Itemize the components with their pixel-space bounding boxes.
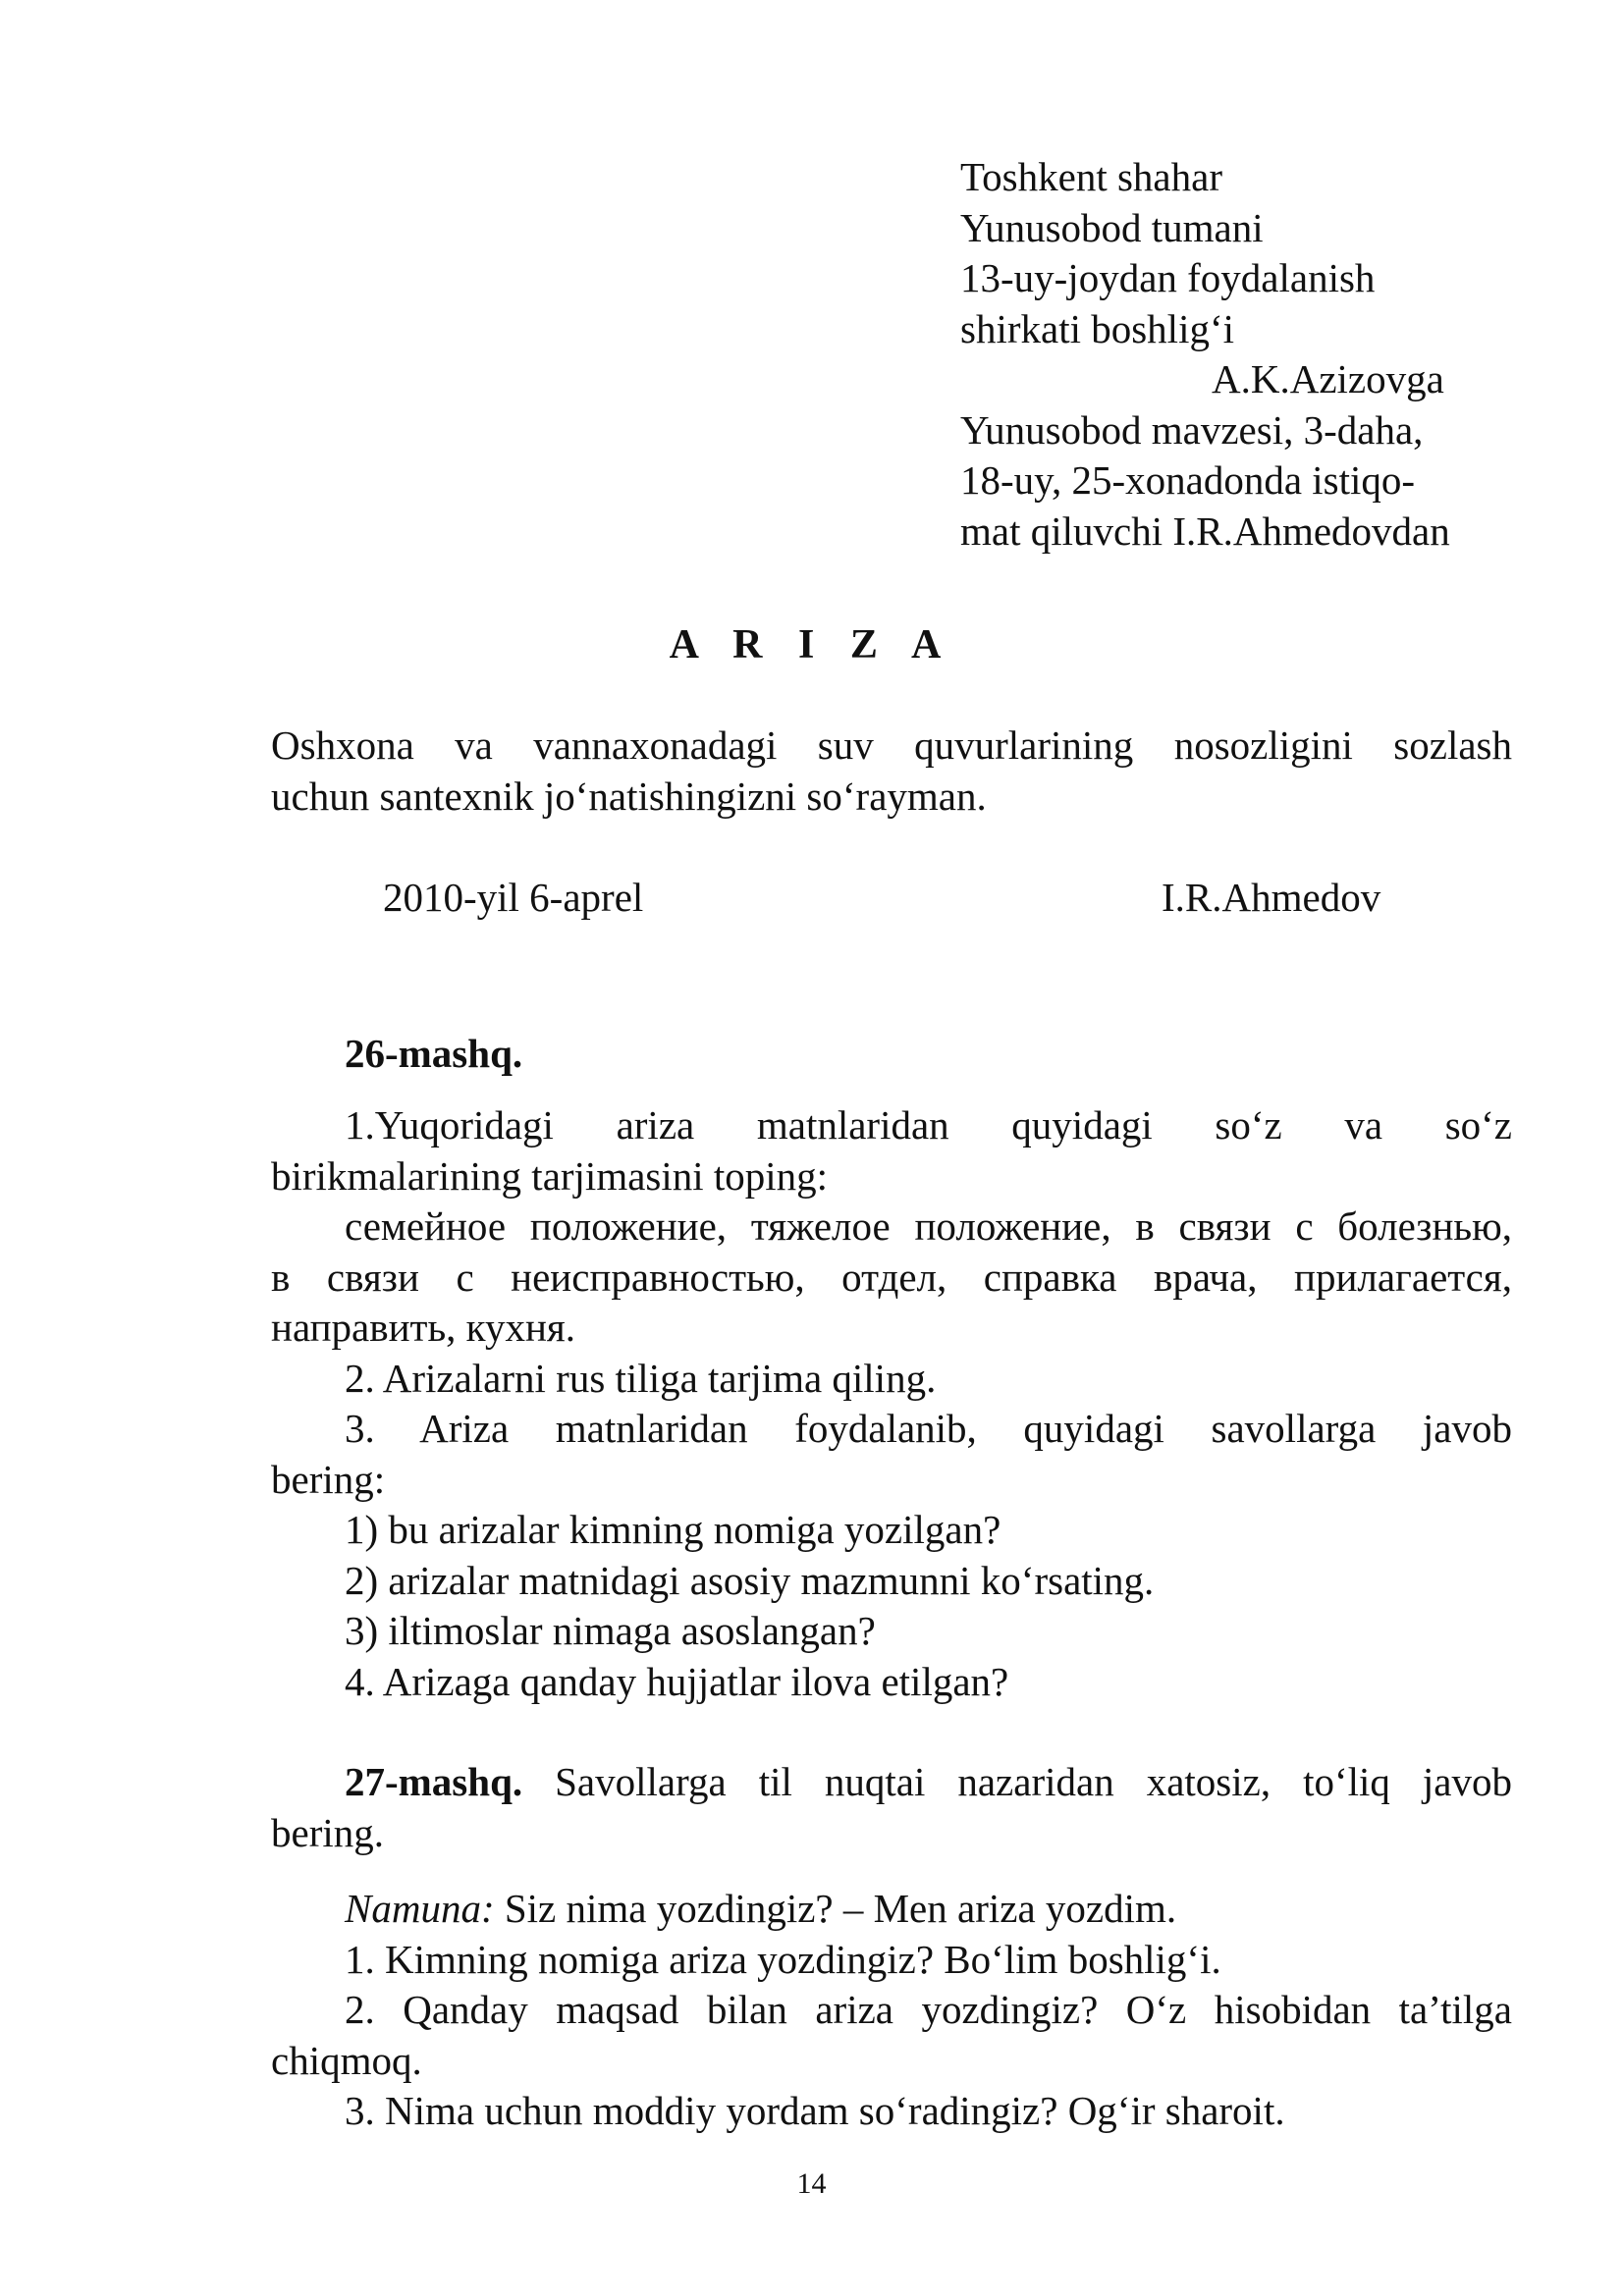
exercise-line: bering. — [271, 1809, 384, 1855]
exercise-line: семейное положение, тяжелое положение, в связи с болезнью, — [345, 1203, 1512, 1249]
sender-line: Yunusobod mavzesi, 3-daha, — [960, 406, 1424, 453]
exercise-line: направить, кухня. — [271, 1305, 576, 1350]
exercise-line: 3. Ariza matnlaridan foydalanib, quyidagi savollarga javob — [345, 1406, 1512, 1451]
exercise-26 — [271, 1029, 1512, 1080]
body-line: uchun santexnik jo‘natishingizni so‘rayman. — [271, 773, 987, 819]
exercise-line: 1.Yuqoridagi ariza matnlaridan quyidagi so‘z va so‘z — [345, 1102, 1512, 1148]
exercise-line: birikmalarining tarjimasini toping: — [271, 1152, 829, 1199]
exercise-line: 3. Nima uchun moddiy yordam so‘radingiz? Og‘ir sharoit. — [345, 2088, 1285, 2133]
exercise-line: 4. Arizaga qanday hujjatlar ilova etilgan? — [345, 1658, 1009, 1704]
ariza-body — [271, 721, 1512, 822]
exercise-26-heading: 26-mashq. — [345, 1031, 523, 1076]
exercise-line: chiqmoq. — [271, 2037, 422, 2083]
addressee-block — [960, 152, 1510, 557]
document-title: A R I Z A — [669, 622, 954, 667]
exercise-27-intro — [271, 1757, 1512, 1808]
sender-line: 18-uy, 25-xonadonda istiqo- — [960, 457, 1416, 503]
exercise-line: в связи с неисправностью, отдел, справка врача, прилагается, — [271, 1254, 1512, 1300]
exercise-27 — [271, 1757, 1512, 1858]
exercise-line: 1. Kimning nomiga ariza yozdingiz? Bo‘lim boshlig‘i. — [345, 1936, 1221, 1982]
exercise-27-heading: 27-mashq. — [345, 1759, 523, 1804]
body-line: Oshxona va vannaxonadagi suv quvurlarining nosozligini sozlash — [271, 722, 1512, 768]
sample-line — [271, 1884, 1512, 1935]
sample-label: Namuna: — [345, 1886, 495, 1931]
sample-text: Siz nima yozdingiz? – Men ariza yozdim. — [494, 1886, 1177, 1931]
exercise-26-body — [271, 1100, 1512, 1707]
exercise-27-intro-text: Savollarga til nuqtai nazaridan xatosiz, to‘liq javob — [522, 1759, 1512, 1804]
addressee-line: Toshkent shahar — [960, 154, 1222, 199]
exercise-27-body — [271, 1884, 1512, 2137]
signature-name: I.R.Ahmedov — [1162, 875, 1381, 920]
exercise-line: 2. Arizalarni rus tiliga tarjima qiling. — [345, 1355, 937, 1401]
exercise-line: 3) iltimoslar nimaga asoslangan? — [345, 1608, 876, 1653]
signature-date: 2010-yil 6-aprel — [383, 875, 644, 920]
addressee-line: Yunusobod tumani — [960, 204, 1264, 250]
addressee-line: 13-uy-joydan foydalanish — [960, 255, 1376, 300]
sender-line: mat qiluvchi I.R.Ahmedovdan — [960, 507, 1450, 554]
page-number: 14 — [796, 2167, 827, 2200]
addressee-name: A.K.Azizovga — [1212, 356, 1444, 401]
exercise-line: 1) bu arizalar kimning nomiga yozilgan? — [345, 1507, 1001, 1552]
addressee-line: shirkati boshlig‘i — [960, 305, 1235, 351]
exercise-line: 2) arizalar matnidagi asosiy mazmunni ko‘rsating. — [345, 1557, 1155, 1603]
exercise-line: bering: — [271, 1456, 386, 1502]
exercise-line: 2. Qanday maqsad bilan ariza yozdingiz? O‘z hisobidan ta’tilga — [345, 1987, 1512, 2032]
